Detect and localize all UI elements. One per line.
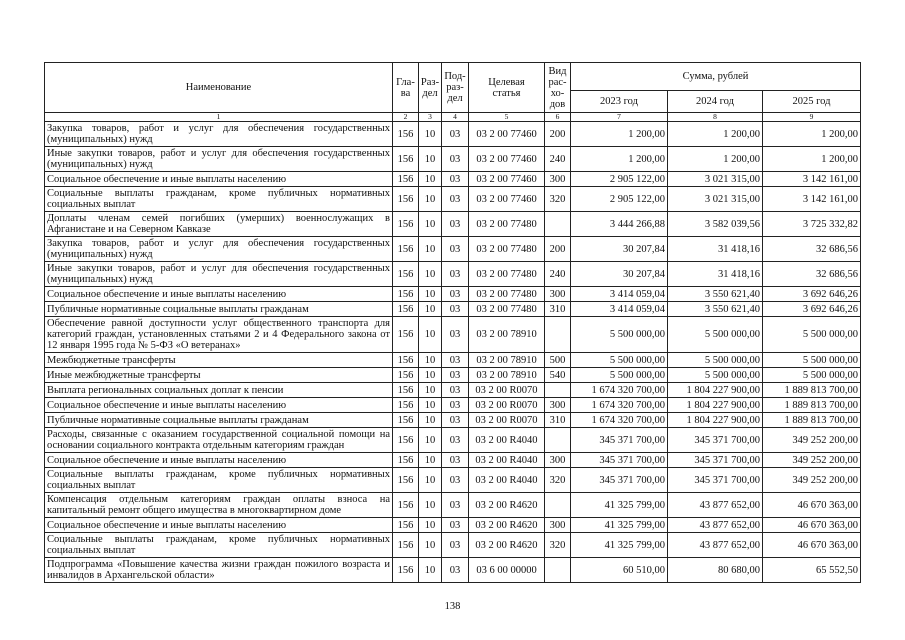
table-row bbox=[45, 187, 861, 212]
razdel-cell: 10 bbox=[419, 172, 442, 187]
sum-2023-cell: 60 510,00 bbox=[571, 558, 668, 583]
sum-2024-cell: 3 021 315,00 bbox=[668, 187, 763, 212]
podrazdel-cell: 03 bbox=[442, 398, 469, 413]
sum-2023-cell: 2 905 122,00 bbox=[571, 172, 668, 187]
table-row bbox=[45, 468, 861, 493]
target-article-cell: 03 2 00 R4040 bbox=[469, 453, 545, 468]
sum-2023-cell: 3 414 059,04 bbox=[571, 302, 668, 317]
podrazdel-cell: 03 bbox=[442, 558, 469, 583]
sum-2025-cell: 65 552,50 bbox=[763, 558, 861, 583]
name-cell: Социальное обеспечение и иные выплаты населению bbox=[45, 287, 393, 302]
razdel-cell: 10 bbox=[419, 237, 442, 262]
glava-cell: 156 bbox=[393, 368, 419, 383]
header-target-article bbox=[469, 63, 545, 113]
sum-2025-cell: 5 500 000,00 bbox=[763, 317, 861, 353]
target-article-cell: 03 2 00 77480 bbox=[469, 302, 545, 317]
sum-2025-cell: 1 200,00 bbox=[763, 122, 861, 147]
razdel-cell: 10 bbox=[419, 413, 442, 428]
table-row bbox=[45, 122, 861, 147]
glava-cell: 156 bbox=[393, 302, 419, 317]
target-article-cell: 03 2 00 78910 bbox=[469, 317, 545, 353]
column-number: 8 bbox=[668, 113, 763, 122]
expense-type-cell: 300 bbox=[545, 453, 571, 468]
column-number: 3 bbox=[419, 113, 442, 122]
name-cell: Социальное обеспечение и иные выплаты населению bbox=[45, 172, 393, 187]
target-article-cell: 03 2 00 R0070 bbox=[469, 398, 545, 413]
glava-cell: 156 bbox=[393, 172, 419, 187]
header-target-article-label: Целевая статья bbox=[488, 76, 525, 99]
razdel-cell: 10 bbox=[419, 287, 442, 302]
sum-2024-cell: 5 500 000,00 bbox=[668, 353, 763, 368]
podrazdel-cell: 03 bbox=[442, 518, 469, 533]
razdel-cell: 10 bbox=[419, 493, 442, 518]
glava-cell: 156 bbox=[393, 287, 419, 302]
razdel-cell: 10 bbox=[419, 147, 442, 172]
sum-2025-cell: 3 725 332,82 bbox=[763, 212, 861, 237]
razdel-cell: 10 bbox=[419, 453, 442, 468]
table-row bbox=[45, 302, 861, 317]
expense-type-cell bbox=[545, 558, 571, 583]
target-article-cell: 03 2 00 77460 bbox=[469, 172, 545, 187]
razdel-cell: 10 bbox=[419, 122, 442, 147]
glava-cell: 156 bbox=[393, 262, 419, 287]
name-cell: Иные закупки товаров, работ и услуг для обеспечения государственных (муниципальных) нужд bbox=[45, 262, 393, 287]
table-row bbox=[45, 453, 861, 468]
podrazdel-cell: 03 bbox=[442, 172, 469, 187]
target-article-cell: 03 2 00 R0070 bbox=[469, 383, 545, 398]
podrazdel-cell: 03 bbox=[442, 287, 469, 302]
razdel-cell: 10 bbox=[419, 187, 442, 212]
table-row bbox=[45, 262, 861, 287]
table-row bbox=[45, 413, 861, 428]
sum-2023-cell: 41 325 799,00 bbox=[571, 518, 668, 533]
expense-type-cell bbox=[545, 383, 571, 398]
podrazdel-cell: 03 bbox=[442, 368, 469, 383]
target-article-cell: 03 2 00 77460 bbox=[469, 147, 545, 172]
sum-2024-cell: 3 550 621,40 bbox=[668, 287, 763, 302]
name-cell: Расходы, связанные с оказанием государственной социальной помощи на основании социального контракта отдельным категориям граждан bbox=[45, 428, 393, 453]
razdel-cell: 10 bbox=[419, 368, 442, 383]
name-cell: Социальные выплаты гражданам, кроме публичных нормативных социальных выплат bbox=[45, 533, 393, 558]
table-row bbox=[45, 353, 861, 368]
razdel-cell: 10 bbox=[419, 428, 442, 453]
column-number: 9 bbox=[763, 113, 861, 122]
target-article-cell: 03 2 00 R4620 bbox=[469, 533, 545, 558]
sum-2023-cell: 1 674 320 700,00 bbox=[571, 413, 668, 428]
target-article-cell: 03 2 00 77480 bbox=[469, 237, 545, 262]
podrazdel-cell: 03 bbox=[442, 317, 469, 353]
sum-2025-cell: 5 500 000,00 bbox=[763, 368, 861, 383]
sum-2024-cell: 1 804 227 900,00 bbox=[668, 383, 763, 398]
target-article-cell: 03 2 00 77460 bbox=[469, 187, 545, 212]
target-article-cell: 03 2 00 R0070 bbox=[469, 413, 545, 428]
expense-type-cell: 320 bbox=[545, 468, 571, 493]
name-cell: Иные межбюджетные трансферты bbox=[45, 368, 393, 383]
sum-2025-cell: 349 252 200,00 bbox=[763, 453, 861, 468]
header-year-2023: 2023 год bbox=[571, 91, 668, 113]
glava-cell: 156 bbox=[393, 493, 419, 518]
sum-2023-cell: 5 500 000,00 bbox=[571, 368, 668, 383]
podrazdel-cell: 03 bbox=[442, 353, 469, 368]
sum-2023-cell: 5 500 000,00 bbox=[571, 353, 668, 368]
name-cell: Социальное обеспечение и иные выплаты населению bbox=[45, 518, 393, 533]
podrazdel-cell: 03 bbox=[442, 187, 469, 212]
sum-2023-cell: 30 207,84 bbox=[571, 237, 668, 262]
name-cell: Компенсация отдельным категориям граждан оплаты взноса на капитальный ремонт общего имущества в многоквартирном доме bbox=[45, 493, 393, 518]
podrazdel-cell: 03 bbox=[442, 237, 469, 262]
razdel-cell: 10 bbox=[419, 353, 442, 368]
table-row bbox=[45, 398, 861, 413]
expense-type-cell: 300 bbox=[545, 287, 571, 302]
expense-type-cell: 310 bbox=[545, 302, 571, 317]
razdel-cell: 10 bbox=[419, 262, 442, 287]
table-body bbox=[45, 122, 861, 583]
sum-2023-cell: 3 444 266,88 bbox=[571, 212, 668, 237]
expense-type-cell bbox=[545, 493, 571, 518]
sum-2025-cell: 3 142 161,00 bbox=[763, 172, 861, 187]
name-cell: Закупка товаров, работ и услуг для обеспечения государственных (муниципальных) нужд bbox=[45, 237, 393, 262]
header-podrazdel: Под-раз-дел bbox=[442, 63, 469, 113]
budget-table bbox=[44, 62, 861, 583]
table-row bbox=[45, 237, 861, 262]
target-article-cell: 03 2 00 R4040 bbox=[469, 468, 545, 493]
table-row bbox=[45, 172, 861, 187]
name-cell: Межбюджетные трансферты bbox=[45, 353, 393, 368]
expense-type-cell bbox=[545, 212, 571, 237]
glava-cell: 156 bbox=[393, 558, 419, 583]
sum-2025-cell: 32 686,56 bbox=[763, 237, 861, 262]
column-numbers-row bbox=[45, 113, 861, 122]
sum-2025-cell: 349 252 200,00 bbox=[763, 468, 861, 493]
header-row bbox=[45, 63, 861, 91]
name-cell: Социальные выплаты гражданам, кроме публичных нормативных социальных выплат bbox=[45, 468, 393, 493]
expense-type-cell: 200 bbox=[545, 237, 571, 262]
header-sum: Сумма, рублей bbox=[571, 63, 861, 91]
glava-cell: 156 bbox=[393, 237, 419, 262]
podrazdel-cell: 03 bbox=[442, 413, 469, 428]
podrazdel-cell: 03 bbox=[442, 147, 469, 172]
column-number: 5 bbox=[469, 113, 545, 122]
table-row bbox=[45, 147, 861, 172]
sum-2024-cell: 1 200,00 bbox=[668, 122, 763, 147]
table-row bbox=[45, 383, 861, 398]
sum-2024-cell: 3 582 039,56 bbox=[668, 212, 763, 237]
sum-2025-cell: 46 670 363,00 bbox=[763, 493, 861, 518]
sum-2023-cell: 41 325 799,00 bbox=[571, 533, 668, 558]
target-article-cell: 03 2 00 R4620 bbox=[469, 493, 545, 518]
header-year-2025: 2025 год bbox=[763, 91, 861, 113]
target-article-cell: 03 2 00 R4040 bbox=[469, 428, 545, 453]
target-article-cell: 03 2 00 77460 bbox=[469, 122, 545, 147]
sum-2023-cell: 5 500 000,00 bbox=[571, 317, 668, 353]
expense-type-cell: 310 bbox=[545, 413, 571, 428]
podrazdel-cell: 03 bbox=[442, 533, 469, 558]
razdel-cell: 10 bbox=[419, 302, 442, 317]
table-row bbox=[45, 493, 861, 518]
header-razdel: Раз-дел bbox=[419, 63, 442, 113]
name-cell: Закупка товаров, работ и услуг для обеспечения государственных (муниципальных) нужд bbox=[45, 122, 393, 147]
sum-2025-cell: 3 142 161,00 bbox=[763, 187, 861, 212]
glava-cell: 156 bbox=[393, 398, 419, 413]
table-row bbox=[45, 518, 861, 533]
table-row bbox=[45, 287, 861, 302]
glava-cell: 156 bbox=[393, 317, 419, 353]
target-article-cell: 03 2 00 77480 bbox=[469, 287, 545, 302]
sum-2024-cell: 31 418,16 bbox=[668, 237, 763, 262]
sum-2023-cell: 345 371 700,00 bbox=[571, 453, 668, 468]
podrazdel-cell: 03 bbox=[442, 262, 469, 287]
razdel-cell: 10 bbox=[419, 212, 442, 237]
sum-2024-cell: 3 550 621,40 bbox=[668, 302, 763, 317]
sum-2024-cell: 1 804 227 900,00 bbox=[668, 413, 763, 428]
header-name: Наименование bbox=[45, 63, 393, 113]
glava-cell: 156 bbox=[393, 428, 419, 453]
sum-2025-cell: 5 500 000,00 bbox=[763, 353, 861, 368]
expense-type-cell: 300 bbox=[545, 172, 571, 187]
name-cell: Доплаты членам семей погибших (умерших) военнослужащих в Афганистане и на Северном Кавказе bbox=[45, 212, 393, 237]
name-cell: Публичные нормативные социальные выплаты гражданам bbox=[45, 302, 393, 317]
expense-type-cell: 540 bbox=[545, 368, 571, 383]
podrazdel-cell: 03 bbox=[442, 453, 469, 468]
sum-2023-cell: 345 371 700,00 bbox=[571, 468, 668, 493]
name-cell: Подпрограмма «Повышение качества жизни граждан пожилого возраста и инвалидов в Архангельской области» bbox=[45, 558, 393, 583]
sum-2024-cell: 345 371 700,00 bbox=[668, 453, 763, 468]
expense-type-cell: 500 bbox=[545, 353, 571, 368]
name-cell: Социальные выплаты гражданам, кроме публичных нормативных социальных выплат bbox=[45, 187, 393, 212]
glava-cell: 156 bbox=[393, 147, 419, 172]
name-cell: Социальное обеспечение и иные выплаты населению bbox=[45, 453, 393, 468]
target-article-cell: 03 2 00 78910 bbox=[469, 353, 545, 368]
podrazdel-cell: 03 bbox=[442, 468, 469, 493]
sum-2023-cell: 30 207,84 bbox=[571, 262, 668, 287]
table-row bbox=[45, 368, 861, 383]
table-row bbox=[45, 428, 861, 453]
sum-2023-cell: 1 200,00 bbox=[571, 147, 668, 172]
sum-2023-cell: 345 371 700,00 bbox=[571, 428, 668, 453]
sum-2025-cell: 1 889 813 700,00 bbox=[763, 383, 861, 398]
sum-2024-cell: 43 877 652,00 bbox=[668, 518, 763, 533]
razdel-cell: 10 bbox=[419, 468, 442, 493]
sum-2025-cell: 46 670 363,00 bbox=[763, 533, 861, 558]
sum-2024-cell: 1 804 227 900,00 bbox=[668, 398, 763, 413]
podrazdel-cell: 03 bbox=[442, 212, 469, 237]
glava-cell: 156 bbox=[393, 518, 419, 533]
target-article-cell: 03 2 00 77480 bbox=[469, 212, 545, 237]
expense-type-cell bbox=[545, 428, 571, 453]
glava-cell: 156 bbox=[393, 212, 419, 237]
column-number: 2 bbox=[393, 113, 419, 122]
podrazdel-cell: 03 bbox=[442, 122, 469, 147]
sum-2024-cell: 43 877 652,00 bbox=[668, 533, 763, 558]
header-expense-type: Вид рас-хо-дов bbox=[545, 63, 571, 113]
sum-2025-cell: 349 252 200,00 bbox=[763, 428, 861, 453]
sum-2024-cell: 5 500 000,00 bbox=[668, 368, 763, 383]
razdel-cell: 10 bbox=[419, 533, 442, 558]
table-row bbox=[45, 317, 861, 353]
podrazdel-cell: 03 bbox=[442, 493, 469, 518]
glava-cell: 156 bbox=[393, 383, 419, 398]
sum-2024-cell: 1 200,00 bbox=[668, 147, 763, 172]
glava-cell: 156 bbox=[393, 468, 419, 493]
glava-cell: 156 bbox=[393, 122, 419, 147]
sum-2025-cell: 3 692 646,26 bbox=[763, 302, 861, 317]
sum-2025-cell: 1 889 813 700,00 bbox=[763, 398, 861, 413]
table-row bbox=[45, 558, 861, 583]
glava-cell: 156 bbox=[393, 187, 419, 212]
razdel-cell: 10 bbox=[419, 383, 442, 398]
target-article-cell: 03 2 00 78910 bbox=[469, 368, 545, 383]
sum-2023-cell: 1 674 320 700,00 bbox=[571, 398, 668, 413]
table-row bbox=[45, 533, 861, 558]
sum-2023-cell: 3 414 059,04 bbox=[571, 287, 668, 302]
glava-cell: 156 bbox=[393, 453, 419, 468]
razdel-cell: 10 bbox=[419, 317, 442, 353]
expense-type-cell: 240 bbox=[545, 147, 571, 172]
header-year-2024: 2024 год bbox=[668, 91, 763, 113]
target-article-cell: 03 2 00 77480 bbox=[469, 262, 545, 287]
glava-cell: 156 bbox=[393, 533, 419, 558]
name-cell: Социальное обеспечение и иные выплаты населению bbox=[45, 398, 393, 413]
name-cell: Иные закупки товаров, работ и услуг для обеспечения государственных (муниципальных) нужд bbox=[45, 147, 393, 172]
sum-2024-cell: 80 680,00 bbox=[668, 558, 763, 583]
razdel-cell: 10 bbox=[419, 558, 442, 583]
sum-2024-cell: 5 500 000,00 bbox=[668, 317, 763, 353]
column-number: 7 bbox=[571, 113, 668, 122]
sum-2024-cell: 345 371 700,00 bbox=[668, 468, 763, 493]
sum-2023-cell: 41 325 799,00 bbox=[571, 493, 668, 518]
podrazdel-cell: 03 bbox=[442, 428, 469, 453]
page-number: 138 bbox=[444, 601, 461, 612]
razdel-cell: 10 bbox=[419, 518, 442, 533]
sum-2023-cell: 1 200,00 bbox=[571, 122, 668, 147]
sum-2023-cell: 2 905 122,00 bbox=[571, 187, 668, 212]
target-article-cell: 03 6 00 00000 bbox=[469, 558, 545, 583]
razdel-cell: 10 bbox=[419, 398, 442, 413]
sum-2025-cell: 46 670 363,00 bbox=[763, 518, 861, 533]
sum-2025-cell: 1 889 813 700,00 bbox=[763, 413, 861, 428]
column-number: 6 bbox=[545, 113, 571, 122]
podrazdel-cell: 03 bbox=[442, 302, 469, 317]
column-number: 4 bbox=[442, 113, 469, 122]
table-row bbox=[45, 212, 861, 237]
header-glava: Гла-ва bbox=[393, 63, 419, 113]
expense-type-cell: 200 bbox=[545, 122, 571, 147]
glava-cell: 156 bbox=[393, 413, 419, 428]
podrazdel-cell: 03 bbox=[442, 383, 469, 398]
name-cell: Выплата региональных социальных доплат к пенсии bbox=[45, 383, 393, 398]
sum-2025-cell: 32 686,56 bbox=[763, 262, 861, 287]
sum-2024-cell: 3 021 315,00 bbox=[668, 172, 763, 187]
sum-2023-cell: 1 674 320 700,00 bbox=[571, 383, 668, 398]
expense-type-cell: 320 bbox=[545, 533, 571, 558]
sum-2024-cell: 345 371 700,00 bbox=[668, 428, 763, 453]
name-cell: Публичные нормативные социальные выплаты гражданам bbox=[45, 413, 393, 428]
name-cell: Обеспечение равной доступности услуг общественного транспорта для категорий граждан, установленных статьями 2 и 4 Федерального закона от 12 января 1995 года № 5-ФЗ «О ветеранах» bbox=[45, 317, 393, 353]
expense-type-cell: 320 bbox=[545, 187, 571, 212]
table-header bbox=[45, 63, 861, 122]
glava-cell: 156 bbox=[393, 353, 419, 368]
expense-type-cell bbox=[545, 317, 571, 353]
sum-2025-cell: 1 200,00 bbox=[763, 147, 861, 172]
sum-2024-cell: 31 418,16 bbox=[668, 262, 763, 287]
target-article-cell: 03 2 00 R4620 bbox=[469, 518, 545, 533]
column-number: 1 bbox=[45, 113, 393, 122]
expense-type-cell: 300 bbox=[545, 518, 571, 533]
expense-type-cell: 300 bbox=[545, 398, 571, 413]
sum-2024-cell: 43 877 652,00 bbox=[668, 493, 763, 518]
expense-type-cell: 240 bbox=[545, 262, 571, 287]
sum-2025-cell: 3 692 646,26 bbox=[763, 287, 861, 302]
